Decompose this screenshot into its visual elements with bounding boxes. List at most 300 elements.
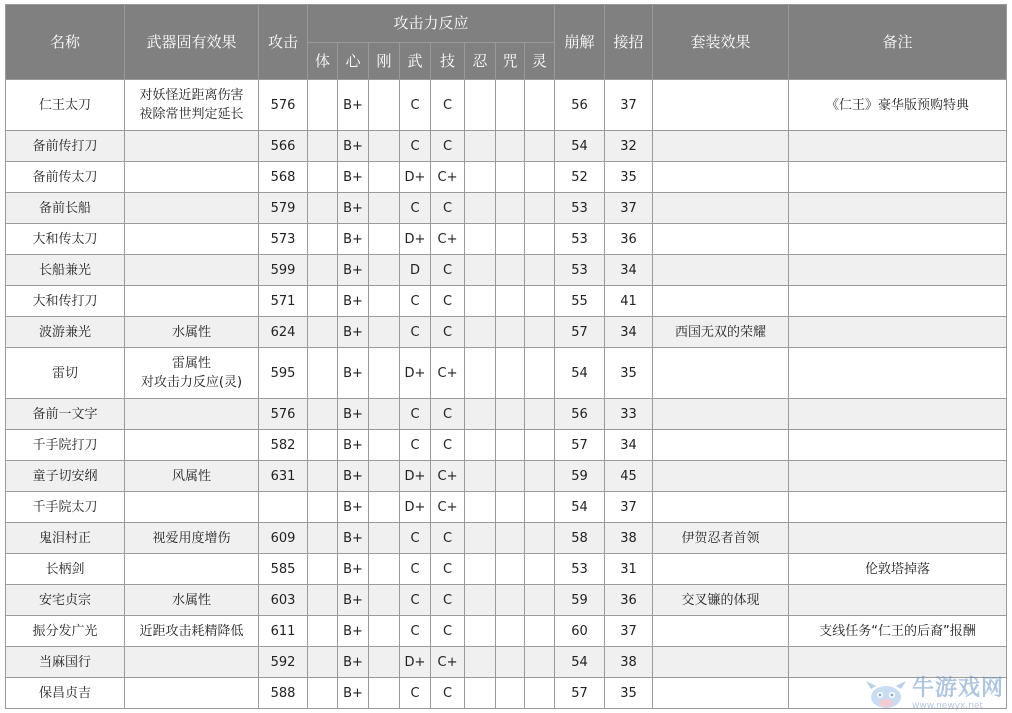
scaling-skill: C (431, 523, 465, 554)
scaling-heart: B+ (338, 647, 369, 678)
weapon-name: 备前传打刀 (6, 131, 125, 162)
weapon-attack: 579 (259, 193, 308, 224)
scaling-skill: C (431, 616, 465, 647)
header-set-effect: 套装效果 (653, 5, 789, 80)
header-stat-spirit: 灵 (525, 43, 555, 80)
header-stat-magic: 咒 (496, 43, 525, 80)
scaling-spirit (525, 162, 555, 193)
weapon-name: 波游兼光 (6, 317, 125, 348)
table-row (6, 430, 1007, 461)
weapon-table-container (5, 4, 1007, 709)
effect-line: 对攻击力反应(灵) (140, 375, 243, 390)
scaling-dexterity (465, 286, 496, 317)
weapon-attack: 573 (259, 224, 308, 255)
scaling-dexterity (465, 678, 496, 709)
scaling-body (308, 162, 338, 193)
weapon-set-effect (653, 193, 789, 224)
scaling-dexterity (465, 348, 496, 399)
scaling-strength: C (400, 523, 431, 554)
weapon-break: 56 (555, 80, 605, 131)
weapon-parry: 37 (605, 80, 653, 131)
scaling-skill: C (431, 430, 465, 461)
scaling-spirit (525, 255, 555, 286)
scaling-heart: B+ (338, 678, 369, 709)
scaling-strength: C (400, 616, 431, 647)
scaling-stamina (369, 80, 400, 131)
scaling-dexterity (465, 224, 496, 255)
scaling-heart: B+ (338, 193, 369, 224)
weapon-name: 大和传太刀 (6, 224, 125, 255)
weapon-set-effect: 伊贺忍者首领 (653, 523, 789, 554)
weapon-set-effect (653, 554, 789, 585)
scaling-body (308, 585, 338, 616)
weapon-attack: 588 (259, 678, 308, 709)
weapon-inherent-effect (125, 647, 259, 678)
scaling-body (308, 348, 338, 399)
table-row (6, 585, 1007, 616)
header-attack: 攻击 (259, 5, 308, 80)
header-stat-heart: 心 (338, 43, 369, 80)
scaling-magic (496, 430, 525, 461)
scaling-heart: B+ (338, 162, 369, 193)
scaling-heart: B+ (338, 492, 369, 523)
weapon-break: 57 (555, 430, 605, 461)
weapon-parry: 45 (605, 461, 653, 492)
weapon-attack: 576 (259, 80, 308, 131)
weapon-set-effect (653, 647, 789, 678)
scaling-dexterity (465, 255, 496, 286)
weapon-break: 58 (555, 523, 605, 554)
scaling-dexterity (465, 80, 496, 131)
scaling-stamina (369, 317, 400, 348)
weapon-break: 57 (555, 678, 605, 709)
weapon-break: 53 (555, 193, 605, 224)
scaling-stamina (369, 585, 400, 616)
weapon-break: 55 (555, 286, 605, 317)
weapon-note (789, 492, 1007, 523)
effect-line: 雷属性 (171, 356, 211, 371)
weapon-table-body (6, 80, 1007, 709)
weapon-inherent-effect (125, 131, 259, 162)
table-row (6, 461, 1007, 492)
scaling-heart: B+ (338, 80, 369, 131)
weapon-set-effect (653, 492, 789, 523)
weapon-name: 仁王太刀 (6, 80, 125, 131)
scaling-body (308, 430, 338, 461)
weapon-break: 59 (555, 585, 605, 616)
effect-line: 风属性 (171, 468, 211, 484)
scaling-spirit (525, 616, 555, 647)
weapon-note (789, 348, 1007, 399)
scaling-spirit (525, 131, 555, 162)
scaling-stamina (369, 399, 400, 430)
scaling-spirit (525, 348, 555, 399)
scaling-heart: B+ (338, 399, 369, 430)
weapon-set-effect (653, 255, 789, 286)
scaling-body (308, 317, 338, 348)
header-name: 名称 (6, 5, 125, 80)
scaling-stamina (369, 286, 400, 317)
scaling-stamina (369, 492, 400, 523)
scaling-stamina (369, 678, 400, 709)
weapon-break: 59 (555, 461, 605, 492)
weapon-name: 备前长船 (6, 193, 125, 224)
weapon-inherent-effect (125, 80, 259, 131)
weapon-name: 安宅贞宗 (6, 585, 125, 616)
table-row (6, 317, 1007, 348)
scaling-spirit (525, 585, 555, 616)
weapon-parry: 37 (605, 492, 653, 523)
weapon-set-effect (653, 461, 789, 492)
weapon-set-effect (653, 616, 789, 647)
scaling-strength: C (400, 131, 431, 162)
scaling-spirit (525, 80, 555, 131)
weapon-parry: 34 (605, 317, 653, 348)
scaling-heart: B+ (338, 317, 369, 348)
watermark-text: 牛游戏网 (911, 676, 1004, 701)
weapon-inherent-effect (125, 492, 259, 523)
weapon-inherent-effect (125, 317, 259, 348)
weapon-note (789, 286, 1007, 317)
weapon-parry: 38 (605, 647, 653, 678)
weapon-name: 备前传太刀 (6, 162, 125, 193)
weapon-break: 54 (555, 647, 605, 678)
scaling-strength: D+ (400, 647, 431, 678)
weapon-attack: 603 (259, 585, 308, 616)
weapon-break: 60 (555, 616, 605, 647)
weapon-name: 备前一文字 (6, 399, 125, 430)
scaling-stamina (369, 461, 400, 492)
weapon-parry: 41 (605, 286, 653, 317)
scaling-dexterity (465, 162, 496, 193)
scaling-dexterity (465, 193, 496, 224)
header-stat-strength: 武 (400, 43, 431, 80)
weapon-note (789, 461, 1007, 492)
weapon-attack: 595 (259, 348, 308, 399)
weapon-note: 支线任务“仁王的后裔”报酬 (789, 616, 1007, 647)
weapon-name: 保昌贞吉 (6, 678, 125, 709)
header-stat-body: 体 (308, 43, 338, 80)
scaling-spirit (525, 647, 555, 678)
effect-line: 祓除常世判定延长 (139, 107, 244, 122)
header-stat-stamina: 刚 (369, 43, 400, 80)
header-inherent-effect: 武器固有效果 (125, 5, 259, 80)
table-row (6, 348, 1007, 399)
weapon-note (789, 224, 1007, 255)
scaling-strength: C (400, 430, 431, 461)
weapon-note (789, 523, 1007, 554)
scaling-stamina (369, 647, 400, 678)
table-row (6, 616, 1007, 647)
weapon-name: 鬼泪村正 (6, 523, 125, 554)
weapon-note (789, 162, 1007, 193)
scaling-spirit (525, 317, 555, 348)
effect-line: 视爱用度增伤 (152, 530, 231, 546)
effect-line: 水属性 (171, 592, 211, 608)
scaling-skill: C (431, 554, 465, 585)
scaling-heart: B+ (338, 131, 369, 162)
scaling-skill: C (431, 286, 465, 317)
scaling-skill: C (431, 585, 465, 616)
effect-line: 近距攻击耗精降低 (139, 623, 244, 639)
weapon-attack: 611 (259, 616, 308, 647)
scaling-heart: B+ (338, 224, 369, 255)
scaling-strength: C (400, 399, 431, 430)
scaling-dexterity (465, 585, 496, 616)
scaling-skill: C (431, 255, 465, 286)
weapon-note (789, 193, 1007, 224)
weapon-name: 长柄剑 (6, 554, 125, 585)
scaling-strength: C (400, 80, 431, 131)
scaling-skill: C (431, 131, 465, 162)
scaling-body (308, 224, 338, 255)
scaling-body (308, 678, 338, 709)
weapon-note (789, 647, 1007, 678)
weapon-inherent-effect (125, 162, 259, 193)
scaling-strength: D+ (400, 162, 431, 193)
scaling-strength: C (400, 678, 431, 709)
table-row (6, 224, 1007, 255)
weapon-break: 57 (555, 317, 605, 348)
weapon-attack (259, 492, 308, 523)
header-stat-dexterity: 忍 (465, 43, 496, 80)
table-row (6, 80, 1007, 131)
weapon-set-effect (653, 162, 789, 193)
weapon-set-effect (653, 430, 789, 461)
scaling-spirit (525, 193, 555, 224)
scaling-spirit (525, 492, 555, 523)
weapon-inherent-effect (125, 461, 259, 492)
header-notes: 备注 (789, 5, 1007, 80)
scaling-body (308, 554, 338, 585)
weapon-inherent-effect (125, 399, 259, 430)
scaling-spirit (525, 224, 555, 255)
scaling-dexterity (465, 131, 496, 162)
scaling-skill: C (431, 678, 465, 709)
scaling-magic (496, 162, 525, 193)
scaling-skill: C+ (431, 224, 465, 255)
scaling-body (308, 193, 338, 224)
scaling-dexterity (465, 317, 496, 348)
scaling-magic (496, 286, 525, 317)
scaling-heart: B+ (338, 461, 369, 492)
weapon-parry: 36 (605, 224, 653, 255)
scaling-magic (496, 647, 525, 678)
scaling-body (308, 616, 338, 647)
weapon-parry: 35 (605, 348, 653, 399)
weapon-set-effect (653, 286, 789, 317)
scaling-heart: B+ (338, 348, 369, 399)
weapon-set-effect (653, 348, 789, 399)
effect-line: 对妖怪近距离伤害 (139, 88, 244, 103)
scaling-magic (496, 616, 525, 647)
weapon-inherent-effect (125, 585, 259, 616)
weapon-break: 54 (555, 492, 605, 523)
weapon-inherent-effect (125, 678, 259, 709)
weapon-name: 振分发广光 (6, 616, 125, 647)
scaling-heart: B+ (338, 585, 369, 616)
scaling-dexterity (465, 430, 496, 461)
scaling-skill: C+ (431, 461, 465, 492)
weapon-break: 53 (555, 554, 605, 585)
scaling-spirit (525, 523, 555, 554)
scaling-strength: C (400, 317, 431, 348)
weapon-inherent-effect (125, 193, 259, 224)
scaling-magic (496, 193, 525, 224)
scaling-heart: B+ (338, 430, 369, 461)
weapon-attack: 585 (259, 554, 308, 585)
scaling-body (308, 80, 338, 131)
scaling-stamina (369, 430, 400, 461)
scaling-dexterity (465, 616, 496, 647)
weapon-inherent-effect (125, 348, 259, 399)
scaling-magic (496, 317, 525, 348)
table-row (6, 131, 1007, 162)
weapon-table (5, 4, 1007, 709)
scaling-body (308, 647, 338, 678)
scaling-stamina (369, 523, 400, 554)
scaling-stamina (369, 193, 400, 224)
scaling-spirit (525, 678, 555, 709)
header-stat-skill: 技 (431, 43, 465, 80)
weapon-inherent-effect (125, 255, 259, 286)
weapon-name: 雷切 (6, 348, 125, 399)
header-break: 崩解 (555, 5, 605, 80)
weapon-break: 54 (555, 348, 605, 399)
weapon-inherent-effect (125, 430, 259, 461)
scaling-stamina (369, 224, 400, 255)
scaling-strength: D+ (400, 348, 431, 399)
weapon-inherent-effect (125, 286, 259, 317)
scaling-spirit (525, 554, 555, 585)
weapon-note (789, 255, 1007, 286)
weapon-set-effect (653, 224, 789, 255)
scaling-strength: C (400, 554, 431, 585)
weapon-name: 大和传打刀 (6, 286, 125, 317)
scaling-dexterity (465, 461, 496, 492)
weapon-parry: 35 (605, 678, 653, 709)
weapon-note (789, 399, 1007, 430)
scaling-body (308, 131, 338, 162)
weapon-parry: 36 (605, 585, 653, 616)
weapon-attack: 599 (259, 255, 308, 286)
header-parry: 接招 (605, 5, 653, 80)
weapon-attack: 609 (259, 523, 308, 554)
scaling-strength: C (400, 286, 431, 317)
scaling-magic (496, 461, 525, 492)
scaling-spirit (525, 430, 555, 461)
weapon-parry: 38 (605, 523, 653, 554)
weapon-inherent-effect (125, 554, 259, 585)
weapon-break: 52 (555, 162, 605, 193)
weapon-attack: 571 (259, 286, 308, 317)
scaling-strength: C (400, 585, 431, 616)
scaling-skill: C (431, 193, 465, 224)
weapon-parry: 34 (605, 255, 653, 286)
weapon-name: 千手院太刀 (6, 492, 125, 523)
scaling-magic (496, 255, 525, 286)
table-row (6, 523, 1007, 554)
weapon-inherent-effect (125, 224, 259, 255)
weapon-set-effect (653, 399, 789, 430)
weapon-name: 童子切安纲 (6, 461, 125, 492)
scaling-stamina (369, 348, 400, 399)
scaling-body (308, 492, 338, 523)
weapon-parry: 32 (605, 131, 653, 162)
scaling-magic (496, 348, 525, 399)
scaling-stamina (369, 616, 400, 647)
scaling-heart: B+ (338, 286, 369, 317)
scaling-heart: B+ (338, 554, 369, 585)
scaling-body (308, 399, 338, 430)
table-row (6, 492, 1007, 523)
scaling-magic (496, 399, 525, 430)
scaling-dexterity (465, 554, 496, 585)
weapon-note (789, 678, 1007, 709)
scaling-dexterity (465, 492, 496, 523)
scaling-body (308, 286, 338, 317)
scaling-skill: C (431, 399, 465, 430)
weapon-set-effect (653, 131, 789, 162)
weapon-parry: 34 (605, 430, 653, 461)
scaling-strength: D+ (400, 461, 431, 492)
weapon-attack: 592 (259, 647, 308, 678)
weapon-parry: 31 (605, 554, 653, 585)
scaling-body (308, 523, 338, 554)
table-row (6, 286, 1007, 317)
table-row (6, 255, 1007, 286)
weapon-break: 53 (555, 224, 605, 255)
weapon-attack: 582 (259, 430, 308, 461)
table-row (6, 399, 1007, 430)
weapon-name: 长船兼光 (6, 255, 125, 286)
weapon-parry: 37 (605, 193, 653, 224)
scaling-skill: C+ (431, 162, 465, 193)
scaling-dexterity (465, 647, 496, 678)
weapon-name: 千手院打刀 (6, 430, 125, 461)
weapon-note: 《仁王》豪华版预购特典 (789, 80, 1007, 131)
scaling-dexterity (465, 523, 496, 554)
weapon-attack: 568 (259, 162, 308, 193)
scaling-body (308, 461, 338, 492)
scaling-strength: D (400, 255, 431, 286)
weapon-note (789, 430, 1007, 461)
weapon-parry: 37 (605, 616, 653, 647)
scaling-body (308, 255, 338, 286)
effect-line: 水属性 (171, 324, 211, 340)
weapon-parry: 35 (605, 162, 653, 193)
scaling-magic (496, 224, 525, 255)
weapon-name: 当麻国行 (6, 647, 125, 678)
scaling-magic (496, 554, 525, 585)
weapon-note (789, 585, 1007, 616)
weapon-attack: 631 (259, 461, 308, 492)
table-row (6, 678, 1007, 709)
watermark-url: www.newyx.net (911, 701, 983, 711)
header-attack-reaction: 攻击力反应 (308, 5, 555, 43)
weapon-attack: 624 (259, 317, 308, 348)
scaling-strength: D+ (400, 224, 431, 255)
weapon-break: 53 (555, 255, 605, 286)
scaling-spirit (525, 461, 555, 492)
weapon-set-effect: 交叉镰的体现 (653, 585, 789, 616)
weapon-break: 54 (555, 131, 605, 162)
scaling-stamina (369, 131, 400, 162)
scaling-strength: C (400, 193, 431, 224)
scaling-stamina (369, 554, 400, 585)
scaling-heart: B+ (338, 523, 369, 554)
weapon-inherent-effect (125, 523, 259, 554)
